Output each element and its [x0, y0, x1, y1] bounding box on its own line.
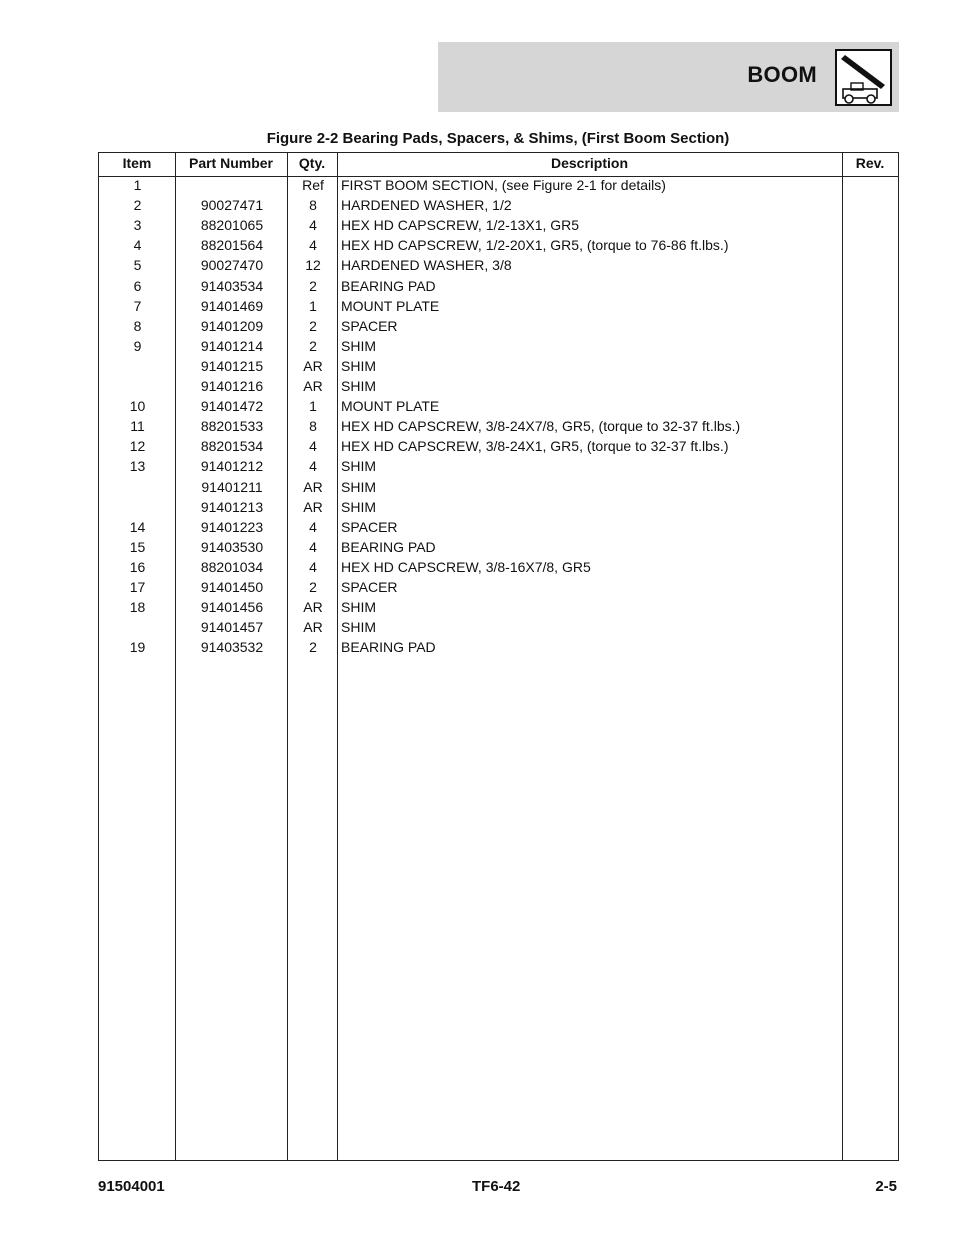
qty-cell: 2: [309, 317, 317, 334]
qty-cell: 1: [309, 398, 317, 415]
description-cell: HARDENED WASHER, 1/2: [341, 197, 512, 214]
table-row: [99, 537, 898, 557]
part-number-cell: 91401223: [200, 518, 264, 535]
part-number-cell: 91401214: [200, 337, 264, 354]
qty-cell: 4: [309, 458, 317, 475]
table-row: [99, 296, 898, 316]
description-cell: SHIM: [341, 458, 376, 475]
table-row: [99, 235, 898, 255]
table-row: [99, 195, 898, 215]
item-cell: 17: [129, 579, 146, 595]
table-row: [99, 276, 898, 296]
table-row: [99, 557, 898, 577]
table-row: [99, 597, 898, 617]
description-cell: BEARING PAD: [341, 639, 436, 656]
description-cell: BEARING PAD: [341, 538, 436, 555]
item-cell: 3: [133, 217, 142, 234]
description-cell: SPACER: [341, 518, 398, 535]
part-number-cell: 91403532: [200, 639, 264, 656]
description-cell: HARDENED WASHER, 3/8: [341, 257, 512, 274]
header-description: Description: [550, 155, 628, 171]
part-number-cell: 91401215: [200, 357, 264, 374]
part-number-cell: 91403534: [200, 277, 264, 294]
item-cell: 10: [129, 398, 146, 415]
table-row: [99, 456, 898, 476]
part-number-cell: 88201065: [200, 217, 264, 234]
qty-cell: 4: [309, 237, 317, 254]
qty-cell: 2: [309, 639, 317, 656]
table-row: [99, 436, 898, 456]
description-cell: SHIM: [341, 478, 376, 495]
description-cell: SHIM: [341, 619, 376, 636]
qty-cell: 1: [309, 297, 317, 314]
part-number-cell: 91403530: [200, 538, 264, 555]
part-number-cell: 88201533: [200, 418, 264, 435]
part-number-cell: 91401469: [200, 297, 264, 314]
table-row: [99, 577, 898, 597]
description-cell: FIRST BOOM SECTION, (see Figure 2-1 for details): [341, 177, 666, 193]
part-number-cell: 88201564: [200, 237, 264, 254]
header-rev: Rev.: [855, 155, 885, 171]
part-number-cell: 91401211: [201, 478, 263, 495]
parts-table: [98, 152, 899, 1161]
part-number-cell: 91401213: [200, 498, 264, 515]
part-number-cell: 91401450: [200, 579, 264, 595]
description-cell: SPACER: [341, 579, 398, 595]
item-cell: 19: [129, 639, 146, 656]
item-cell: 14: [129, 518, 146, 535]
table-row: [99, 175, 898, 195]
qty-cell: 8: [309, 197, 317, 214]
part-number-cell: 91401456: [200, 599, 264, 616]
boom-lift-icon: [835, 49, 892, 106]
part-number-cell: 91401209: [200, 317, 264, 334]
description-cell: BEARING PAD: [341, 277, 436, 294]
qty-cell: AR: [303, 478, 323, 495]
table-row: [99, 215, 898, 235]
qty-cell: Ref: [302, 177, 324, 193]
item-cell: 8: [133, 317, 142, 334]
item-cell: 13: [129, 458, 146, 475]
qty-cell: 4: [309, 217, 317, 234]
doc-number: 91504001: [98, 1178, 165, 1195]
table-row: [99, 617, 898, 637]
table-row: [99, 376, 898, 396]
table-row: [99, 396, 898, 416]
model-number: TF6-42: [472, 1178, 521, 1195]
description-cell: SHIM: [341, 357, 376, 374]
item-cell: 2: [133, 197, 142, 214]
item-cell: 7: [133, 297, 142, 314]
part-number-cell: 90027471: [200, 197, 264, 214]
qty-cell: 8: [309, 418, 317, 435]
qty-cell: AR: [303, 619, 323, 636]
table-row: [99, 517, 898, 537]
table-row: [99, 497, 898, 517]
description-cell: HEX HD CAPSCREW, 3/8-24X7/8, GR5, (torque to 32-37 ft.lbs.): [341, 418, 741, 435]
table-row: [99, 255, 898, 275]
qty-cell: 4: [309, 438, 317, 455]
section-header: [438, 42, 899, 112]
description-cell: MOUNT PLATE: [341, 297, 440, 314]
part-number-cell: 88201034: [200, 558, 264, 575]
item-cell: 16: [129, 558, 146, 575]
description-cell: HEX HD CAPSCREW, 1/2-13X1, GR5: [341, 217, 580, 234]
item-cell: 9: [133, 337, 142, 354]
table-row: [99, 356, 898, 376]
table-row: [99, 637, 898, 657]
description-cell: SHIM: [341, 337, 376, 354]
description-cell: SHIM: [341, 498, 376, 515]
part-number-cell: 90027470: [200, 257, 264, 274]
table-row: [99, 336, 898, 356]
part-number-cell: 88201534: [200, 438, 264, 455]
page-number: 2-5: [875, 1178, 897, 1195]
part-number-cell: 91401212: [200, 458, 264, 475]
description-cell: HEX HD CAPSCREW, 3/8-24X1, GR5, (torque to 32-37 ft.lbs.): [341, 438, 729, 455]
table-row: [99, 416, 898, 436]
part-number-cell: 91401472: [200, 398, 264, 415]
qty-cell: 4: [309, 538, 317, 555]
item-cell: 12: [129, 438, 146, 455]
figure-title: Figure 2-2 Bearing Pads, Spacers, & Shims, (First Boom Section): [266, 130, 730, 147]
qty-cell: 12: [305, 257, 321, 274]
part-number-cell: 91401457: [200, 619, 264, 636]
qty-cell: 2: [309, 277, 317, 294]
qty-cell: 4: [309, 518, 317, 535]
qty-cell: 2: [309, 337, 317, 354]
description-cell: SHIM: [341, 378, 376, 394]
item-cell: 18: [129, 599, 146, 616]
part-number-cell: 91401216: [200, 378, 264, 394]
table-row: [99, 316, 898, 336]
description-cell: HEX HD CAPSCREW, 1/2-20X1, GR5, (torque to 76-86 ft.lbs.): [341, 237, 729, 254]
item-cell: 6: [133, 277, 142, 294]
header-qty: Qty.: [298, 155, 326, 171]
section-title: BOOM: [747, 62, 817, 87]
description-cell: MOUNT PLATE: [341, 398, 440, 415]
item-cell: 4: [133, 237, 142, 254]
qty-cell: 2: [309, 579, 317, 595]
qty-cell: AR: [303, 498, 323, 515]
item-cell: 11: [130, 418, 145, 435]
description-cell: SHIM: [341, 599, 376, 616]
header-item: Item: [122, 155, 152, 171]
item-cell: 1: [133, 177, 142, 193]
qty-cell: AR: [303, 378, 323, 394]
description-cell: HEX HD CAPSCREW, 3/8-16X7/8, GR5: [341, 558, 591, 575]
table-header: [99, 153, 898, 177]
item-cell: 5: [133, 257, 142, 274]
qty-cell: AR: [303, 357, 323, 374]
item-cell: 15: [129, 538, 146, 555]
header-part-number: Part Number: [188, 155, 274, 171]
qty-cell: 4: [309, 558, 317, 575]
table-row: [99, 477, 898, 497]
description-cell: SPACER: [341, 317, 398, 334]
qty-cell: AR: [303, 599, 323, 616]
